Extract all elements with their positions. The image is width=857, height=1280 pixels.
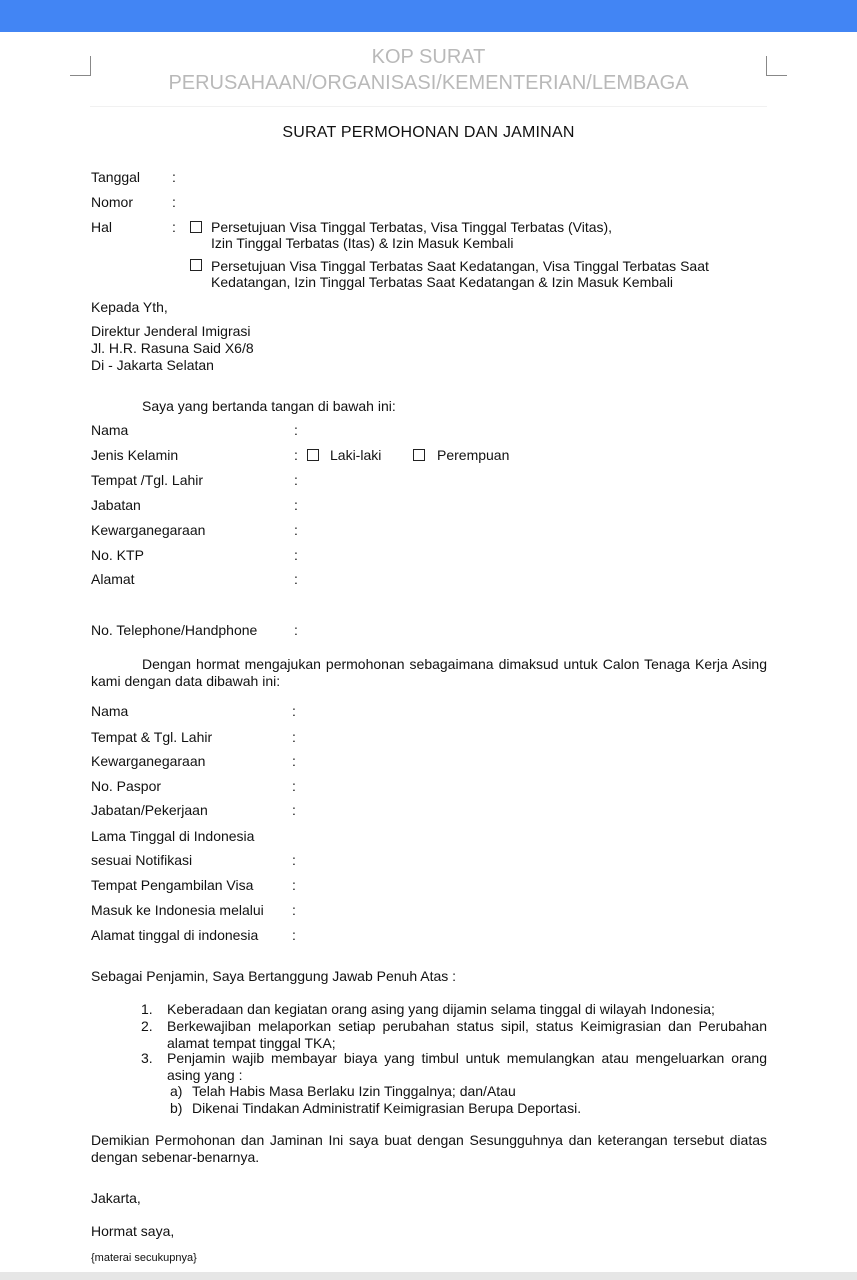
app-top-bar xyxy=(0,0,857,32)
guarantee-number-3: 3. xyxy=(141,1050,153,1066)
letterhead xyxy=(90,44,767,107)
colon: : xyxy=(294,447,298,463)
applicant-label-alamat: Alamat xyxy=(91,571,135,587)
applicant-label-nama: Nama xyxy=(91,422,129,438)
worker-label-sesuai-notifikasi: sesuai Notifikasi xyxy=(91,852,193,868)
guarantee-sub-a: Telah Habis Masa Berlaku Izin Tinggalnya; dan/Atau xyxy=(192,1083,516,1099)
applicant-label-tempat-tgl-lahir: Tempat /Tgl. Lahir xyxy=(91,472,204,488)
colon: : xyxy=(292,902,296,918)
colon: : xyxy=(172,169,176,185)
gender-male-checkbox[interactable] xyxy=(307,449,319,461)
gender-male-label: Laki-laki xyxy=(330,447,382,463)
applicant-intro: Saya yang bertanda tangan di bawah ini: xyxy=(142,398,396,414)
applicant-label-no-ktp: No. KTP xyxy=(91,547,144,563)
label-hal: Hal xyxy=(91,219,113,235)
gender-female-checkbox[interactable] xyxy=(413,449,425,461)
worker-label-masuk-melalui: Masuk ke Indonesia melalui xyxy=(91,902,264,918)
hal-option-1-line-1: Persetujuan Visa Tinggal Terbatas, Visa Tinggal Terbatas (Vitas), xyxy=(211,219,613,235)
page-corner-mark-right xyxy=(766,56,787,76)
worker-label-kewarganegaraan: Kewarganegaraan xyxy=(91,753,206,769)
worker-label-tempat-tgl-lahir: Tempat & Tgl. Lahir xyxy=(91,729,213,745)
colon: : xyxy=(292,753,296,769)
guarantee-sub-b: Dikenai Tindakan Administratif Keimigrasian Berupa Deportasi. xyxy=(192,1100,582,1116)
applicant-label-kewarganegaraan: Kewarganegaraan xyxy=(91,522,206,538)
guarantee-item-1: Keberadaan dan kegiatan orang asing yang dijamin selama tinggal di wilayah Indonesia; xyxy=(167,1001,715,1017)
recipient-line-1: Direktur Jenderal Imigrasi xyxy=(91,323,251,339)
applicant-label-telephone: No. Telephone/Handphone xyxy=(91,622,258,638)
hal-option-1-text xyxy=(211,219,612,251)
page-corner-mark-left xyxy=(70,56,91,76)
colon: : xyxy=(292,927,296,943)
label-nomor: Nomor xyxy=(91,194,134,210)
hal-option-2-line-2: Kedatangan, Izin Tinggal Terbatas Saat Kedatangan & Izin Masuk Kembali xyxy=(211,274,674,290)
hal-option-2-checkbox[interactable] xyxy=(190,259,202,271)
guarantee-heading: Sebagai Penjamin, Saya Bertanggung Jawab Penuh Atas : xyxy=(91,968,457,984)
closing-place: Jakarta, xyxy=(91,1190,141,1206)
guarantee-item-3: Penjamin wajib membayar biaya yang timbul untuk memulangkan atau mengeluarkan orang asing yang : xyxy=(167,1050,767,1083)
hal-option-1-checkbox[interactable] xyxy=(190,221,202,233)
colon: : xyxy=(294,422,298,438)
hal-option-1-line-2: Izin Tinggal Terbatas (Itas) & Izin Masuk Kembali xyxy=(211,235,514,251)
recipient-line-2: Jl. H.R. Rasuna Said X6/8 xyxy=(91,340,254,356)
worker-label-no-paspor: No. Paspor xyxy=(91,778,162,794)
guarantee-number-1: 1. xyxy=(141,1001,153,1017)
worker-label-tempat-pengambilan-visa: Tempat Pengambilan Visa xyxy=(91,877,254,893)
request-paragraph: Dengan hormat mengajukan permohonan sebagaimana dimaksud untuk Calon Tenaga Kerja Asing kami dengan data dibawah ini: xyxy=(91,656,767,689)
colon: : xyxy=(294,472,298,488)
letterhead-line-2: PERUSAHAAN/ORGANISASI/KEMENTERIAN/LEMBAGA xyxy=(168,72,689,94)
document-title: SURAT PERMOHONAN DAN JAMINAN xyxy=(282,124,575,141)
colon: : xyxy=(294,622,298,638)
colon: : xyxy=(294,522,298,538)
colon: : xyxy=(292,778,296,794)
guarantee-item-2: Berkewajiban melaporkan setiap perubahan status sipil, status Keimigrasian dan Perubahan alamat tempat tinggal TKA; xyxy=(167,1018,767,1051)
letterhead-line-1: KOP SURAT xyxy=(371,46,486,68)
worker-label-nama: Nama xyxy=(91,703,129,719)
colon: : xyxy=(294,497,298,513)
guarantee-sub-a-mark: a) xyxy=(170,1083,183,1099)
recipient-address xyxy=(91,323,254,374)
colon: : xyxy=(172,219,176,235)
colon: : xyxy=(292,852,296,868)
gender-female-label: Perempuan xyxy=(437,447,510,463)
applicant-label-jabatan: Jabatan xyxy=(91,497,141,513)
colon: : xyxy=(292,729,296,745)
colon: : xyxy=(294,547,298,563)
closing-regards: Hormat saya, xyxy=(91,1223,175,1239)
colon: : xyxy=(292,877,296,893)
closing-paragraph: Demikian Permohonan dan Jaminan Ini saya buat dengan Sesungguhnya dan keterangan tersebut diatas dengan sebenar-benarnya. xyxy=(91,1132,767,1165)
bottom-scroll-edge xyxy=(0,1272,857,1280)
colon: : xyxy=(294,571,298,587)
hal-option-2-text xyxy=(211,258,709,290)
recipient-greeting: Kepada Yth, xyxy=(91,299,168,315)
worker-label-jabatan-pekerjaan: Jabatan/Pekerjaan xyxy=(91,802,208,818)
colon: : xyxy=(292,802,296,818)
recipient-line-3: Di - Jakarta Selatan xyxy=(91,357,214,373)
colon: : xyxy=(292,703,296,719)
hal-option-2-line-1: Persetujuan Visa Tinggal Terbatas Saat Kedatangan, Visa Tinggal Terbatas Saat xyxy=(211,258,709,274)
worker-label-alamat-tinggal: Alamat tinggal di indonesia xyxy=(91,927,259,943)
stamp-note: {materai secukupnya} xyxy=(91,1252,197,1264)
applicant-label-jenis-kelamin: Jenis Kelamin xyxy=(91,447,179,463)
guarantee-sub-b-mark: b) xyxy=(170,1100,183,1116)
guarantee-number-2: 2. xyxy=(141,1018,153,1034)
worker-label-lama-tinggal: Lama Tinggal di Indonesia xyxy=(91,828,255,844)
colon: : xyxy=(172,194,176,210)
label-tanggal: Tanggal xyxy=(91,169,141,185)
